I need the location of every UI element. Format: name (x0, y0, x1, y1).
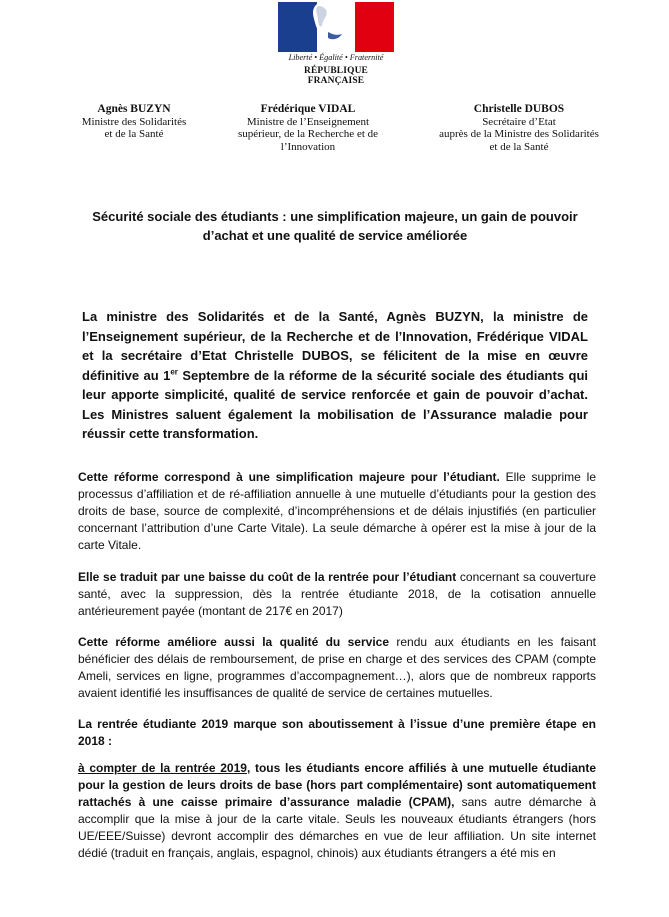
signatory-name: Frédérique VIDAL (260, 103, 356, 115)
paragraph-lead: La rentrée étudiante 2019 marque son aboutissement à l’issue d’une première étape en 2018 : (78, 717, 596, 748)
signatory-buzyn (64, 103, 204, 141)
paragraph-lead: , tous les étudiants encore affiliés à une mutuelle étudiante pour la gestion de leurs droits de base (hors part complémentaire) sont automatiquement rattachés à une caisse primaire d’assurance maladie (CPAM), (78, 761, 596, 809)
republique-francaise-logo (278, 2, 394, 86)
paragraph-lead: Elle se traduit par une baisse du coût de la rentrée pour l’étudiant (78, 570, 457, 584)
republique-francaise-label: RÉPUBLIQUE FRANÇAISE (304, 66, 368, 86)
paragraph-lead: Cette réforme correspond à une simplification majeure pour l’étudiant. (78, 470, 500, 484)
paragraph-text: concernant sa couverture santé, avec la suppression, dès la rentrée étudiante 2018, de la cotisation annuelle antérieurement payée (montant de 217€ en 2017) (78, 570, 596, 618)
paragraph-text: sans autre démarche à accomplir que la mise à jour de la carte vitale. Seuls les nouveaux étudiants étrangers (hors UE/EEE/Suisse) devront accomplir des démarches en vue de leur affiliation. Un site internet dédié (traduit en français, anglais, espagnol, chinois) aux étudiants étrangers a été mis en (78, 795, 596, 860)
signatory-role: et de la Santé (489, 140, 549, 153)
ordinal-suffix: er (170, 367, 178, 377)
signatory-vidal (226, 103, 390, 153)
motto: Liberté • Égalité • Fraternité (288, 53, 384, 62)
paragraph-rentree-2019 (78, 716, 596, 750)
signatory-name: Agnès BUZYN (97, 103, 171, 115)
paragraph-cost (78, 569, 596, 620)
signatory-role: Ministre des Solidarités (81, 115, 187, 128)
signatory-role: et de la Santé (104, 128, 164, 140)
date-emphasis: à compter de la rentrée 2019 (78, 761, 247, 775)
signatory-role: auprès de la Ministre des Solidarités (439, 128, 599, 140)
paragraph-lead: Cette réforme améliore aussi la qualité du service (78, 635, 390, 649)
signatory-role: Ministre de l’Enseignement (246, 115, 370, 128)
signatory-role: supérieur, de la Recherche et de (237, 128, 379, 140)
signatory-dubos (430, 103, 608, 153)
paragraph-simplification (78, 469, 596, 554)
lead-text: Septembre de la réforme de la sécurité sociale des étudiants qui leur apporte simplicité, qualité de service renforcée et gain de pouvoir d’achat. Les Ministres saluent également la mobilisation de l’Assurance maladie pour réussir cette transformation. (82, 367, 588, 441)
signatory-role: Secrétaire d’Etat (482, 115, 556, 128)
paragraph-quality (78, 634, 596, 702)
signatory-name: Christelle DUBOS (473, 103, 565, 115)
page-title: Sécurité sociale des étudiants : une simplification majeure, un gain de pouvoir d’achat et une qualité de service améliorée (92, 209, 578, 243)
lead-text: La ministre des Solidarités et de la Santé, Agnès BUZYN, la ministre de l’Enseignement supérieur, de la Recherche et de l’Innovation, Frédérique VIDAL et la secrétaire d’Etat Christelle DUBOS, se félicitent de la mise en œuvre définitive au 1 (82, 309, 588, 383)
marianne-flag-icon (278, 2, 394, 52)
paragraph-text: rendu aux étudiants en les faisant bénéficier des délais de remboursement, de prise en charge et des services des CPAM (compte Ameli, services en ligne, programmes d’accompagnement…), alors que de nombreux rapports avaient identifié les insuffisances de qualité de service de certaines mutuelles. (78, 635, 596, 700)
paragraph-affiliation (78, 760, 596, 862)
lead-paragraph (82, 307, 588, 444)
paragraph-text: Elle supprime le processus d’affiliation et de ré-affiliation annuelle à une mutuelle d’étudiants pour la gestion des droits de base, source de complexité, d’incompréhensions et de délais injustifiés (en particulier concernant l’attribution d’une Carte Vitale). La seule démarche à opérer est la mise à jour de la carte Vitale. (78, 470, 596, 552)
signatory-role: l’Innovation (280, 140, 336, 153)
